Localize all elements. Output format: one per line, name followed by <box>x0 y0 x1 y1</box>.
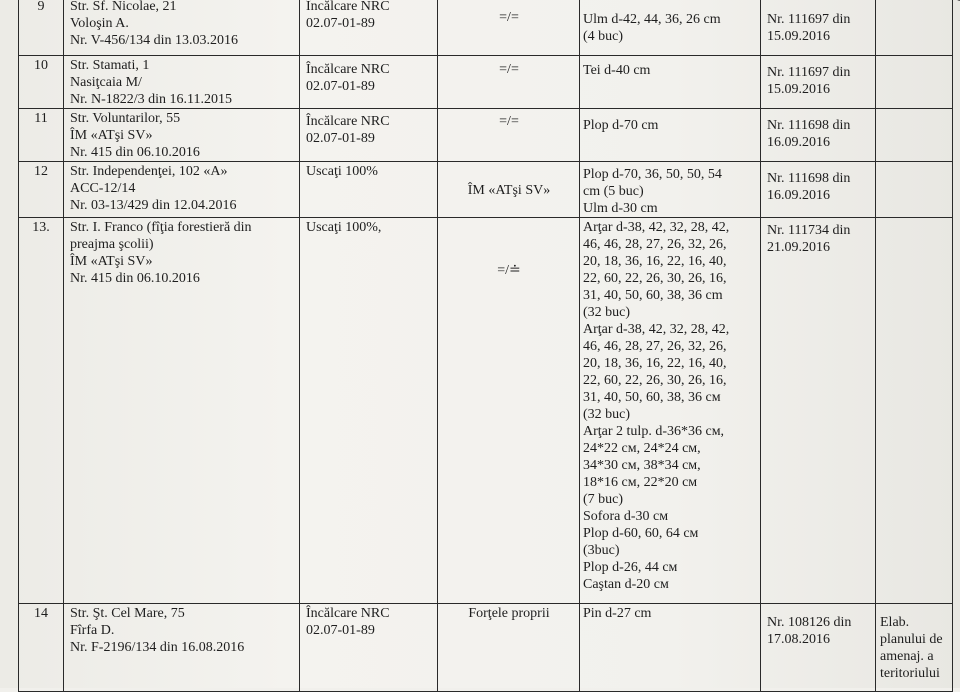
tree-removal-table <box>18 0 953 692</box>
table-row <box>19 109 953 162</box>
trees-cell: Pin d-27 cm <box>580 604 761 692</box>
permit-cell: Nr. 111698 din 16.09.2016 <box>761 162 876 218</box>
table-row <box>19 0 953 56</box>
permit-cell: Nr. 111697 din 15.09.2016 <box>761 0 876 56</box>
row-number: 14 <box>19 604 64 692</box>
trees-cell: Ulm d-42, 44, 36, 26 cm (4 buc) <box>580 0 761 56</box>
trees-cell: Arţar d-38, 42, 32, 28, 42, 46, 46, 28, 27, 26, 32, 26, 20, 18, 36, 16, 22, 16, 40, 22, 60, 22, 26, 30, 26, 16, 31, 40, 50, 60, 38, 36 cm (32 buc) Arţar d-38, 42, 32, 28, 42, 46, 46, 28, 27, 26, 32, 26, 20, 18, 36, 16, 22, 16, 40, 22, 60, 22, 26, 30, 26, 16, 31, 40, 50, 60, 38, 36 см (32 buc) Arţar 2 tulp. d-36*36 см, 24*22 см, 24*24 см, 34*30 см, 38*34 см, 18*16 см, 22*20 см (7 buc) Sofora d-30 см Plop d-60, 60, 64 см (3buc) Plop d-26, 44 см Caştan d-20 см <box>580 218 761 604</box>
trees-cell: Plop d-70 cm <box>580 109 761 162</box>
reason-cell: Uscaţi 100%, <box>300 218 438 604</box>
reason-cell: Uscaţi 100% <box>300 162 438 218</box>
trees-cell: Plop d-70, 36, 50, 50, 54 cm (5 buc) Ulm d-30 cm <box>580 162 761 218</box>
permit-cell: Nr. 111734 din 21.09.2016 <box>761 218 876 604</box>
permit-cell: Nr. 111698 din 16.09.2016 <box>761 109 876 162</box>
note-cell <box>876 109 953 162</box>
permit-cell: Nr. 108126 din 17.08.2016 <box>761 604 876 692</box>
row-number: 10 <box>19 56 64 109</box>
executor-cell: ÎM «ATşi SV» <box>438 162 580 218</box>
address-cell: Str. Stamati, 1 Nasiţcaia M/ Nr. N-1822/3 din 16.11.2015 <box>64 56 300 109</box>
executor-cell: =/= <box>438 56 580 109</box>
address-cell: Str. Independenţei, 102 «A» ACC-12/14 Nr. 03-13/429 din 12.04.2016 <box>64 162 300 218</box>
reason-cell: Încălcare NRC 02.07-01-89 <box>300 109 438 162</box>
address-cell: Str. Şt. Cel Mare, 75 Fîrfa D. Nr. F-2196/134 din 16.08.2016 <box>64 604 300 692</box>
table-row <box>19 162 953 218</box>
address-cell: Str. I. Franco (fîţia forestieră din preajma şcolii) ÎM «ATşi SV» Nr. 415 din 06.10.2016 <box>64 218 300 604</box>
executor-cell: =/= <box>438 109 580 162</box>
note-cell <box>876 162 953 218</box>
row-number: 11 <box>19 109 64 162</box>
note-cell <box>876 56 953 109</box>
row-number: 9 <box>19 0 64 56</box>
note-cell <box>876 0 953 56</box>
address-cell: Str. Voluntarilor, 55 ÎM «ATşi SV» Nr. 415 din 06.10.2016 <box>64 109 300 162</box>
row-number: 13. <box>19 218 64 604</box>
row-number: 12 <box>19 162 64 218</box>
table-row <box>19 56 953 109</box>
note-cell: Elab. planului de amenaj. a teritoriului <box>876 604 953 692</box>
address-cell: Str. Sf. Nicolae, 21 Voloşin A. Nr. V-456/134 din 13.03.2016 <box>64 0 300 56</box>
note-cell <box>876 218 953 604</box>
reason-cell: Încălcare NRC 02.07-01-89 <box>300 56 438 109</box>
table-row <box>19 604 953 692</box>
executor-cell: Forţele proprii <box>438 604 580 692</box>
permit-cell: Nr. 111697 din 15.09.2016 <box>761 56 876 109</box>
executor-cell: =/= <box>438 0 580 56</box>
reason-cell: Încălcare NRC 02.07-01-89 <box>300 604 438 692</box>
trees-cell: Tei d-40 cm <box>580 56 761 109</box>
table-row <box>19 218 953 604</box>
reason-cell: Încălcare NRC 02.07-01-89 <box>300 0 438 56</box>
executor-cell: =/≐ <box>438 218 580 604</box>
